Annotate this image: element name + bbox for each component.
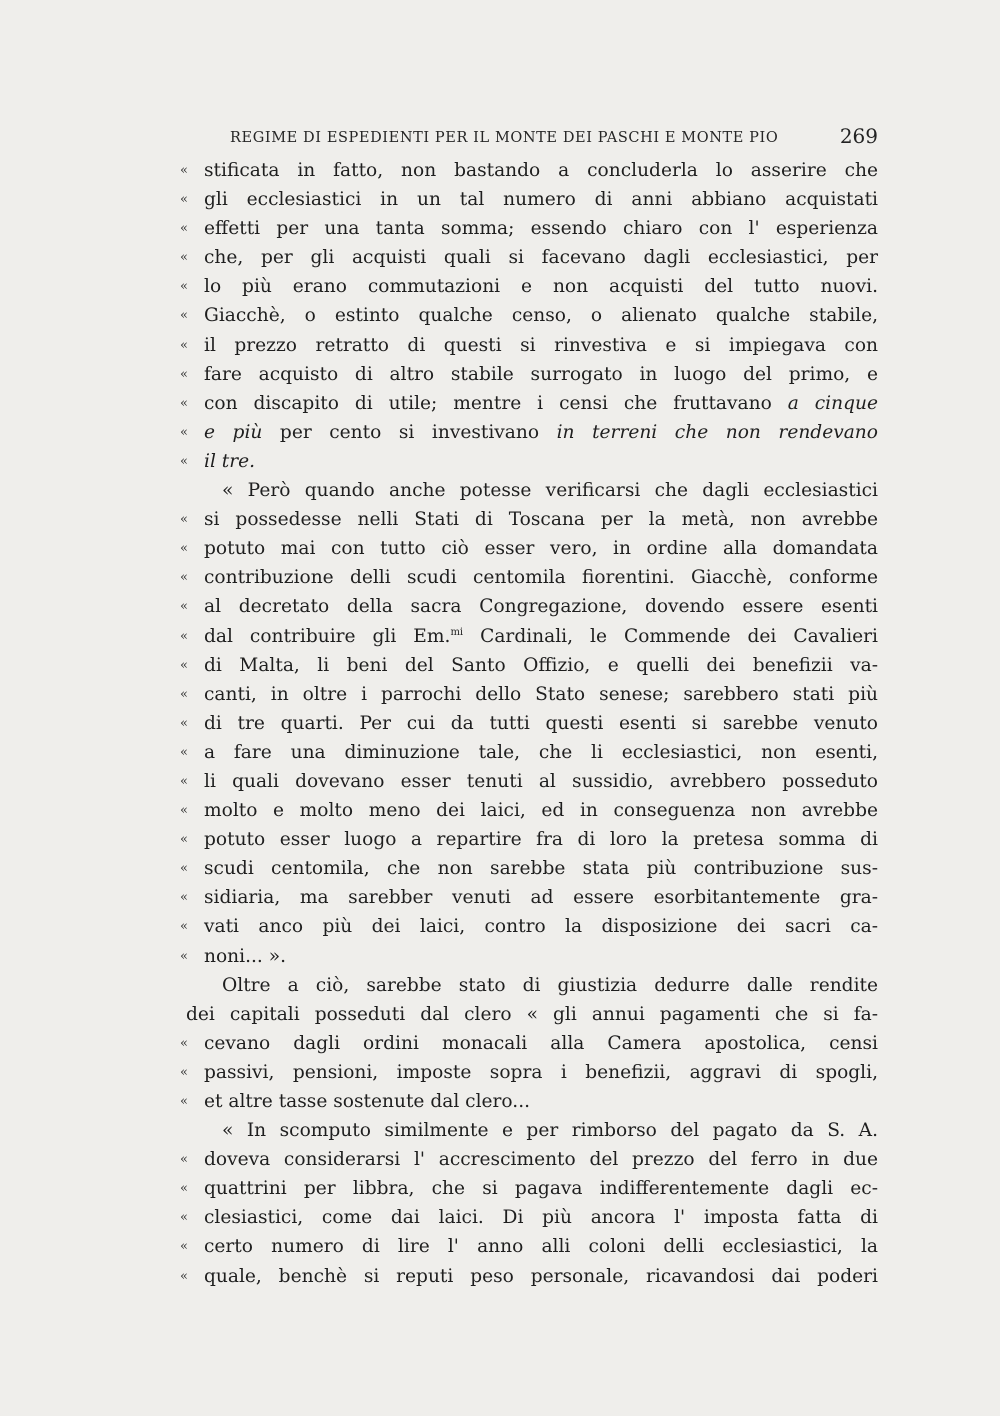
quote-mark: « [180,890,188,906]
text-line: « passivi, pensioni, imposte sopra i benefizii, aggravi di spogli, [180,1058,878,1087]
quote-mark: « [180,221,188,237]
text-line: « contribuzione delli scudi centomila fiorentini. Giacchè, conforme [180,563,878,592]
quote-mark: « [180,744,188,760]
text-line: Oltre a ciò, sarebbe stato di giustizia dedurre dalle rendite [222,974,878,996]
quote-mark: « [180,279,188,295]
text-line: « quale, benchè si reputi peso personale, ricavandosi dai poderi [180,1262,878,1291]
text-line: « noni... ». [180,942,878,971]
quote-mark: « [180,366,188,382]
text-line: « fare acquisto di altro stabile surrogato in luogo del primo, e [180,360,878,389]
text-line: « al decretato della sacra Congregazione, dovendo essere esenti [180,592,878,621]
quote-mark: « [180,192,188,208]
quote-mark: « [180,919,188,935]
body-text [180,156,878,1291]
quote-mark: « [180,657,188,673]
text-line: « a fare una diminuzione tale, che li ecclesiastici, non esenti, [180,738,878,767]
quote-mark: « [180,599,188,615]
text-line: « canti, in oltre i parrochi dello Stato senese; sarebbero stati più [180,680,878,709]
quote-mark: « [180,803,188,819]
quote-mark: « [180,1094,188,1109]
text-line: « gli ecclesiastici in un tal numero di anni abbiano acquistati [180,185,878,214]
quote-mark: « [180,1181,188,1197]
quote-mark: « [180,1064,188,1080]
text-line: « Però quando anche potesse verificarsi che dagli ecclesiastici [222,480,878,502]
text-line: « scudi centomila, che non sarebbe stata più contribuzione sus- [180,854,878,883]
text-line: « li quali dovevano esser tenuti al sussidio, avrebbero posseduto [180,767,878,796]
text-line: « In scomputo similmente e per rimborso del pagato da S. A. [222,1120,878,1142]
text-line: « con discapito di utile; mentre i censi che fruttavano a cinque [180,389,878,418]
quote-mark: « [180,541,188,557]
quote-mark: « [180,1152,188,1168]
text-line: « di tre quarti. Per cui da tutti questi esenti si sarebbe venuto [180,709,878,738]
text-line: « il prezzo retratto di questi si rinvestiva e si impiegava con [180,331,878,360]
quote-mark: « [180,1239,188,1255]
text-line: « cevano dagli ordini monacali alla Camera apostolica, censi [180,1029,878,1058]
quote-mark: « [180,773,188,789]
text-line: « stificata in fatto, non bastando a concluderla lo asserire che [180,156,878,185]
quote-mark: « [180,250,188,266]
text-line: « di Malta, li beni del Santo Offizio, e quelli dei benefizii va- [180,651,878,680]
italic-phrase: e più [204,421,263,443]
quote-mark: « [180,1035,188,1051]
text-line: « sidiaria, ma sarebber venuti ad essere esorbitantemente gra- [180,883,878,912]
quote-mark: « [180,337,188,353]
quote-mark: « [180,948,188,964]
text-line: « molto e molto meno dei laici, ed in conseguenza non avrebbe [180,796,878,825]
quote-mark: « [180,308,188,324]
text-line: « si possedesse nelli Stati di Toscana per la metà, non avrebbe [180,505,878,534]
quote-mark: « [180,453,188,469]
text-line: « certo numero di lire l' anno alli coloni delli ecclesiastici, la [180,1232,878,1261]
text-line: « vati anco più dei laici, contro la disposizione dei sacri ca- [180,912,878,941]
quote-mark: « [180,832,188,848]
running-title: REGIME DI ESPEDIENTI PER IL MONTE DEI PASCHI E MONTE PIO [230,130,779,146]
text-line: « lo più erano commutazioni e non acquisti del tutto nuovi. [180,272,878,301]
text-line: « che, per gli acquisti quali si facevano dagli ecclesiastici, per [180,243,878,272]
text-line: « potuto esser luogo a repartire fra di loro la pretesa somma di [180,825,878,854]
quote-mark: « [180,628,188,644]
quote-mark: « [180,715,188,731]
quote-mark: « [180,512,188,528]
italic-phrase: a cinque [787,392,878,414]
quote-mark: « [180,163,188,178]
italic-phrase: il tre. [204,450,256,472]
text-line: « e più per cento si investivano in terreni che non rendevano [180,418,878,447]
text-line: « doveva considerarsi l' accrescimento del prezzo del ferro in due [180,1145,878,1174]
text-line: « Giacchè, o estinto qualche censo, o alienato qualche stabile, [180,301,878,330]
quote-mark: « [180,1268,188,1284]
page-number: 269 [839,124,878,148]
superscript: mi [450,626,464,638]
quote-mark: « [180,570,188,586]
text-line: « clesiastici, come dai laici. Di più ancora l' imposta fatta di [180,1203,878,1232]
quote-mark: « [180,1210,188,1226]
text-line: « effetti per una tanta somma; essendo chiaro con l' esperienza [180,214,878,243]
quote-mark: « [180,861,188,877]
text-line: « dal contribuire gli Em.$^{mi}$ Cardinali, le Commende dei Cavalieri [180,622,878,651]
text-line: « et altre tasse sostenute dal clero... [180,1087,878,1116]
quote-mark: « [180,424,188,440]
text-line: « potuto mai con tutto ciò esser vero, in ordine alla domandata [180,534,878,563]
text-line: « quattrini per libbra, che si pagava indifferentemente dagli ec- [180,1174,878,1203]
page-header [230,124,878,152]
italic-phrase: in terreni che non rendevano [556,421,878,443]
text-line: dei capitali posseduti dal clero « gli annui pagamenti che si fa- [186,1003,878,1025]
quote-mark: « [180,686,188,702]
text-line [180,447,878,476]
quote-mark: « [180,395,188,411]
